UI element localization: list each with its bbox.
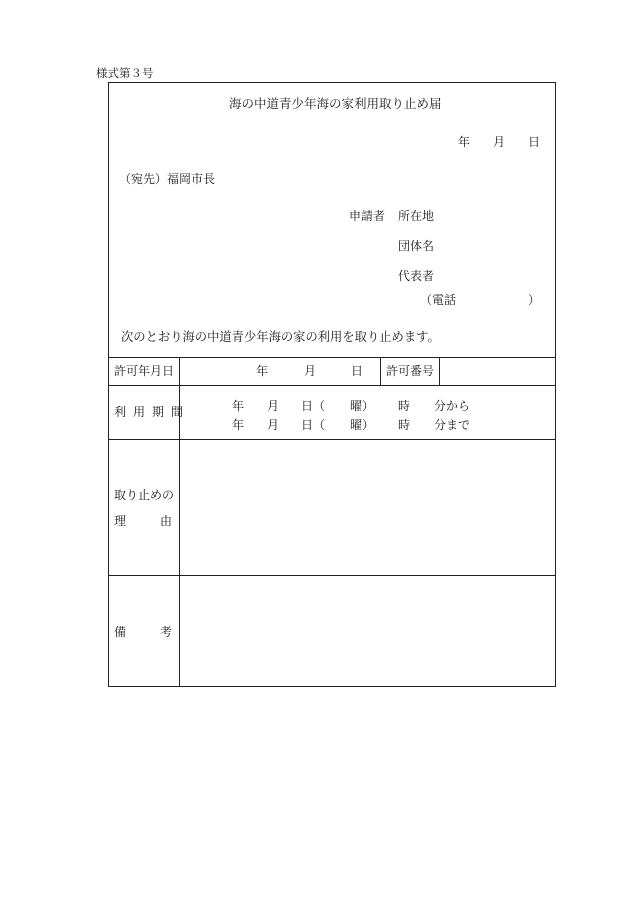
form-title: 海の中道青少年海の家利用取り止め届 [229, 96, 442, 111]
permit-date-year: 年 [256, 364, 269, 378]
period-label [114, 405, 191, 419]
period-start-min: 分から [434, 399, 471, 413]
permit-number-right-divider [439, 357, 440, 385]
date-year: 年 [458, 135, 471, 149]
remarks-field[interactable] [181, 577, 554, 685]
reason-field[interactable] [181, 441, 554, 573]
remarks-label-kou: 考 [159, 625, 172, 639]
permit-number-left-divider [380, 357, 381, 385]
period-end-hour: 時 [398, 418, 411, 432]
date-day: 日 [528, 135, 541, 149]
permit-number-field[interactable] [441, 359, 554, 383]
reason-label-line1: 取り止めの [114, 488, 175, 502]
period-start-dow: 曜） [350, 399, 375, 413]
form-number: 様式第３号 [96, 66, 154, 80]
permit-date-day: 日 [351, 364, 364, 378]
permit-date-label: 許可年月日 [114, 364, 175, 378]
date-month: 月 [493, 135, 506, 149]
addressee: （宛先）福岡市長 [119, 172, 216, 186]
phone-close: ） [528, 293, 541, 307]
period-start-month: 月 [267, 399, 280, 413]
remarks-label-bi: 備 [114, 625, 127, 639]
address-label: 所在地 [398, 209, 435, 223]
period-end-day: 日（ [301, 418, 326, 432]
row-divider-3 [108, 439, 556, 440]
row-divider-1 [108, 357, 556, 358]
period-end-dow: 曜） [350, 418, 375, 432]
period-start-day: 日（ [301, 399, 326, 413]
period-end-min: 分まで [434, 418, 471, 432]
permit-number-label: 許可番号 [386, 364, 435, 378]
period-start-year: 年 [232, 399, 245, 413]
reason-label-line2 [114, 515, 172, 527]
remarks-label [114, 626, 172, 638]
permit-date-month: 月 [304, 364, 317, 378]
permit-date-field[interactable] [181, 359, 378, 383]
reason-label-yu: 由 [159, 514, 172, 528]
org-label: 団体名 [398, 239, 435, 253]
applicant-label: 申請者 [349, 209, 386, 223]
statement: 次のとおり海の中道青少年海の家の利用を取り止めます。 [121, 330, 440, 344]
reason-label-ri: 理 [114, 514, 127, 528]
period-end-month: 月 [267, 418, 280, 432]
rep-label: 代表者 [398, 269, 435, 283]
phone-open: （電話 [420, 293, 457, 307]
period-start-hour: 時 [398, 399, 411, 413]
period-label-text: 利用期間 [114, 405, 191, 419]
period-end-year: 年 [232, 418, 245, 432]
row-divider-4 [108, 575, 556, 576]
row-divider-2 [108, 385, 556, 386]
